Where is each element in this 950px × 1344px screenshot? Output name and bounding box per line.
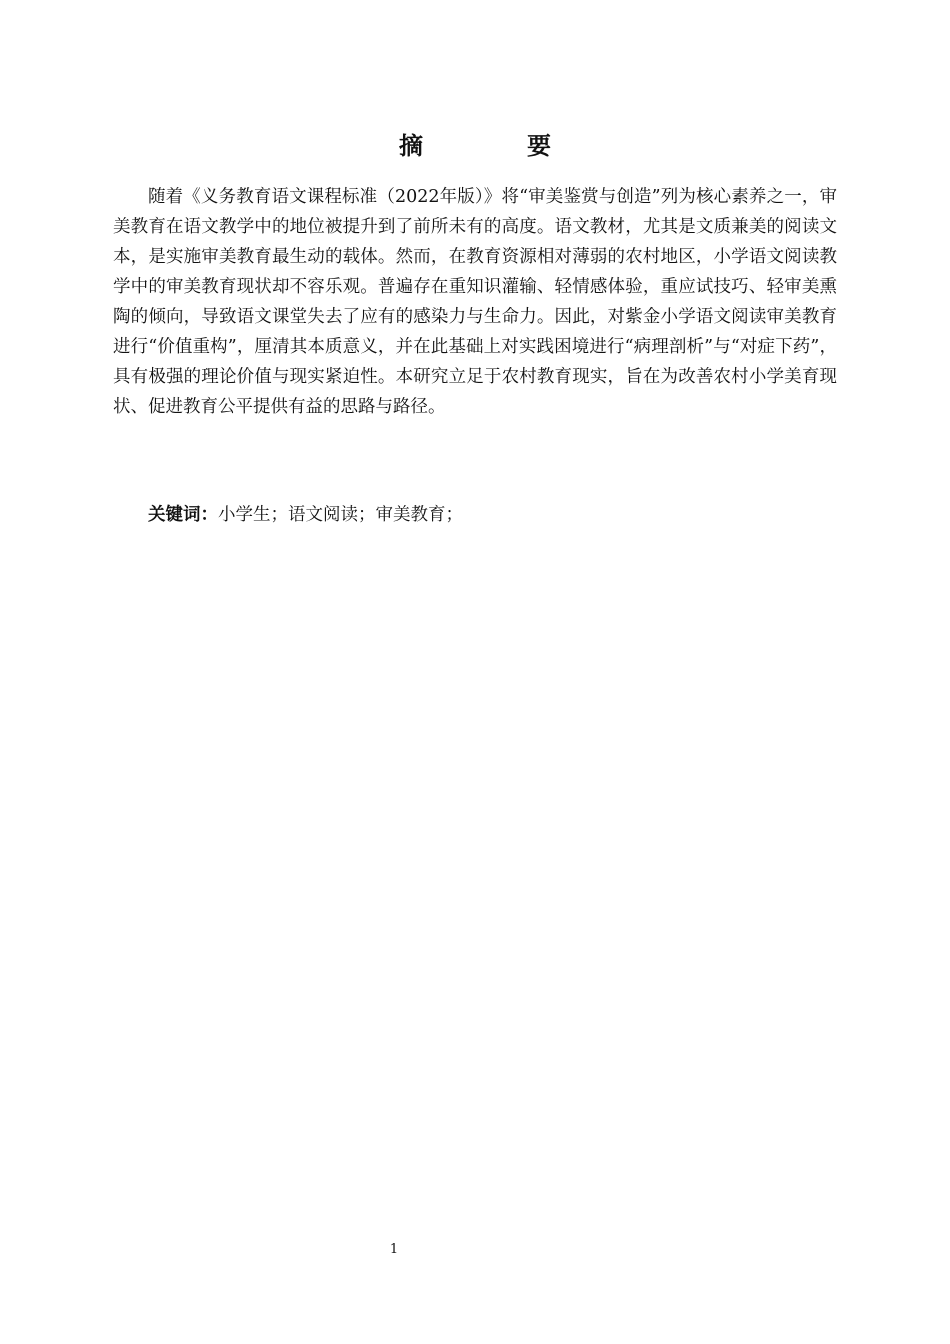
page-number: 1 — [389, 1242, 399, 1257]
page-title: 摘 要 — [399, 132, 591, 160]
keywords-line — [113, 500, 837, 530]
keywords-text: 小学生；语文阅读；审美教育； — [218, 505, 463, 525]
keywords-label: 关键词： — [148, 505, 218, 525]
abstract-paragraph: 随着《义务教育语文课程标准（2022年版）》将“审美鉴赏与创造”列为核心素养之一，审美教育在语文教学中的地位被提升到了前所未有的高度。语文教材，尤其是文质兼美的阅读文本，是实施审美教育最生动的载体。然而，在教育资源相对薄弱的农村地区，小学语文阅读教学中的审美教育现状却不容乐观。普遍存在重知识灌输、轻情感体验，重应试技巧、轻审美熏陶的倾向，导致语文课堂失去了应有的感染力与生命力。因此，对紫金小学语文阅读审美教育进行“价值重构”，厘清其本质意义，并在此基础上对实践困境进行“病理剖析”与“对症下药”，具有极强的理论价值与现实紧迫性。本研究立足于农村教育现实，旨在为改善农村小学美育现状、促进教育公平提供有益的思路与路径。 — [113, 187, 837, 417]
